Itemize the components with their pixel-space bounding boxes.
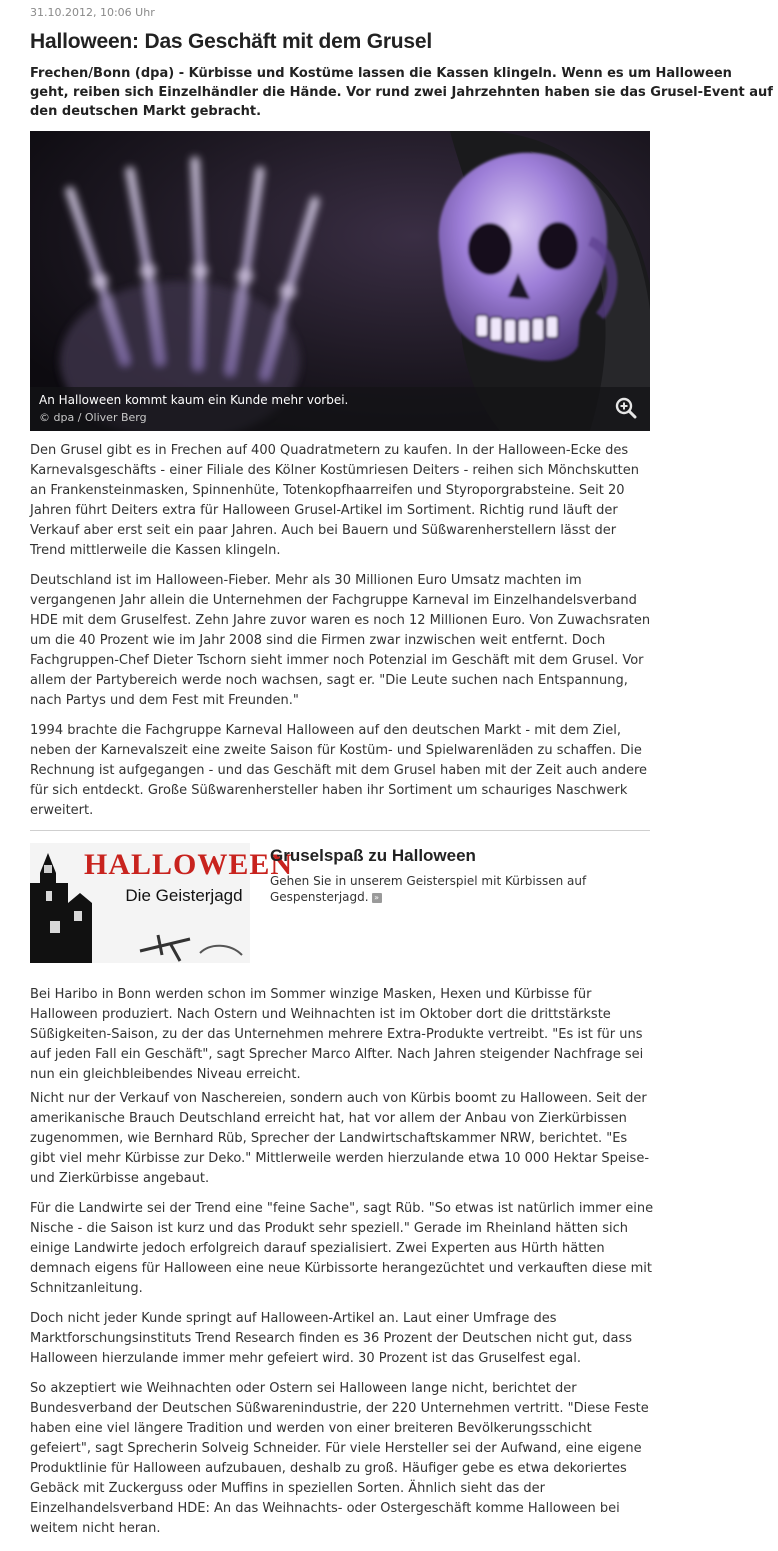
article-paragraph: So akzeptiert wie Weihnachten oder Ostern sei Halloween lange nicht, berichtet der Bundesverband der Deutschen Süßwarenindustrie, der 220 Unternehmen vertritt. "Diese Feste haben eine viel längere Tradition und werden von einer breiteren Bevölkerungsschicht gefeiert", sagt Sprecherin Solveig Schneider. Für viele Hersteller sei der Aufwand, eine eigene Produktlinie für Halloween aufzubauen, deshalb zu groß. Häufiger gebe es etwa dekoriertes Gebäck mit Zuckerguss oder Muffins in speziellen Sorten. Ähnlich sieht das der Einzelhandelsverband HDE: An das Weihnachts- oder Ostergeschäft komme Halloween bei weitem nicht heran. [30, 1381, 649, 1536]
section-divider [30, 830, 650, 831]
article-paragraph: Doch nicht jeder Kunde springt auf Halloween-Artikel an. Laut einer Umfrage des Marktforschungsinstituts Trend Research finden es 36 Prozent der Deutschen nicht gut, dass Halloween hierzulande immer mehr gefeiert wird. 30 Prozent ist das Gruselfest egal. [30, 1311, 633, 1366]
article-paragraph: Für die Landwirte sei der Trend eine "feine Sache", sagt Rüb. "So etwas ist natürlich immer eine Nische - die Saison ist kurz und das Produkt sehr speziell." Gerade im Rheinland hätten sich einige Landwirte jedoch erfolgreich darauf spezialisiert. Zwei Experten aus Hürth hätten demnach eigens für Halloween eine neue Kürbissorte herangezüchtet und verkauften diese mit Schnitzanleitung. [30, 1201, 654, 1296]
promo-text[interactable] [270, 873, 610, 905]
promo-image-subtitle: Die Geisterjagd [125, 886, 243, 905]
promo-image-title: HALLOWEEN [84, 848, 294, 881]
article-paragraph: Deutschland ist im Halloween-Fieber. Mehr als 30 Millionen Euro Umsatz machten im vergangenen Jahr allein die Unternehmen der Fachgruppe Karneval im Einzelhandelsverband HDE mit dem Gruselfest. Zehn Jahre zuvor waren es noch 12 Millionen Euro. Von Zuwachsraten um die 40 Prozent wie im Jahr 2008 sind die Firmen zwar inzwischen weit entfernt. Doch Fachgruppen-Chef Dieter Tschorn sieht immer noch Potenzial im Geschäft mit dem Grusel. Vor allem der Partybereich werde noch wachsen, sagt er. "Die Leute suchen nach Entspannung, nach Partys und dem Fest mit Freunden." [30, 573, 651, 708]
double-chevron-right-icon[interactable]: » [372, 893, 382, 903]
article-paragraph: Den Grusel gibt es in Frechen auf 400 Quadratmetern zu kaufen. In der Halloween-Ecke des Karnevalsgeschäfts - einer Filiale des Kölner Kostümriesen Deiters - reihen sich Mönchskutten an Frankensteinmasken, Spinnenhüte, Totenkopfhaarreifen und Styroporgrabsteine. Seit 20 Jahren führt Deiters extra für Halloween Grusel-Artikel im Sortiment. Richtig rund läuft der Verkauf aber erst seit ein paar Jahren. Auch bei Bauern und Süßwarenherstellern lässt der Trend mittlerweile die Kassen klingeln. [30, 443, 639, 558]
article-paragraph: Nicht nur der Verkauf von Naschereien, sondern auch von Kürbis boomt zu Halloween. Seit der amerikanische Brauch Deutschland erreicht hat, hat vor allem der Anbau von Zierkürbissen zugenommen, wie Bernhard Rüb, Sprecher der Landwirtschaftskammer NRW, berichtet. "Es gibt viel mehr Kürbisse zur Deko." Mittlerweile werden hierzulande etwa 10 000 Hektar Speise- und Zierkürbisse angebaut. [30, 1091, 650, 1186]
skull-photo-illustration [30, 131, 650, 431]
zoom-in-icon[interactable] [614, 396, 638, 420]
promo-description: Gehen Sie in unserem Geisterspiel mit Kürbissen auf Gespensterjagd. [270, 874, 587, 904]
image-caption: An Halloween kommt kaum ein Kunde mehr vorbei. [39, 393, 349, 407]
article-timestamp: 31.10.2012, 10:06 Uhr [30, 6, 155, 19]
article-paragraph: 1994 brachte die Fachgruppe Karneval Halloween auf den deutschen Markt - mit dem Ziel, neben der Karnevalszeit eine zweite Saison für Kostüm- und Spielwarenläden zu schaffen. Die Rechnung ist aufgegangen - und das Geschäft mit dem Grusel haben mit der Zeit auch andere für sich entdeckt. Große Süßwarenhersteller haben ihr Sortiment um schauriges Naschwerk erweitert. [30, 723, 648, 818]
article-hero-image[interactable] [30, 131, 650, 431]
image-credit: © dpa / Oliver Berg [39, 411, 147, 424]
article-paragraph: Bei Haribo in Bonn werden schon im Sommer winzige Masken, Hexen und Kürbisse für Halloween produziert. Nach Ostern und Weihnachten ist im Oktober dort die drittstärkste Süßigkeiten-Saison, zu der das Unternehmen mehrere Extra-Produkte vertreibt. "Es ist für uns auf jeden Fall ein Geschäft", sagt Sprecher Marco Alfter. Nach Jahren steigender Nachfrage sei nun ein gleichbleibendes Niveau erreicht. [30, 987, 644, 1082]
article-title: Halloween: Das Geschäft mit dem Grusel [30, 30, 433, 53]
promo-title[interactable]: Gruselspaß zu Halloween [270, 846, 476, 865]
article-lead: Frechen/Bonn (dpa) - Kürbisse und Kostüme lassen die Kassen klingeln. Wenn es um Halloween geht, reiben sich Einzelhändler die Hände. Vor rund zwei Jahrzehnten haben sie das Grusel-Event auf den deutschen Markt gebracht. [30, 66, 773, 119]
image-caption-bar [30, 387, 650, 431]
